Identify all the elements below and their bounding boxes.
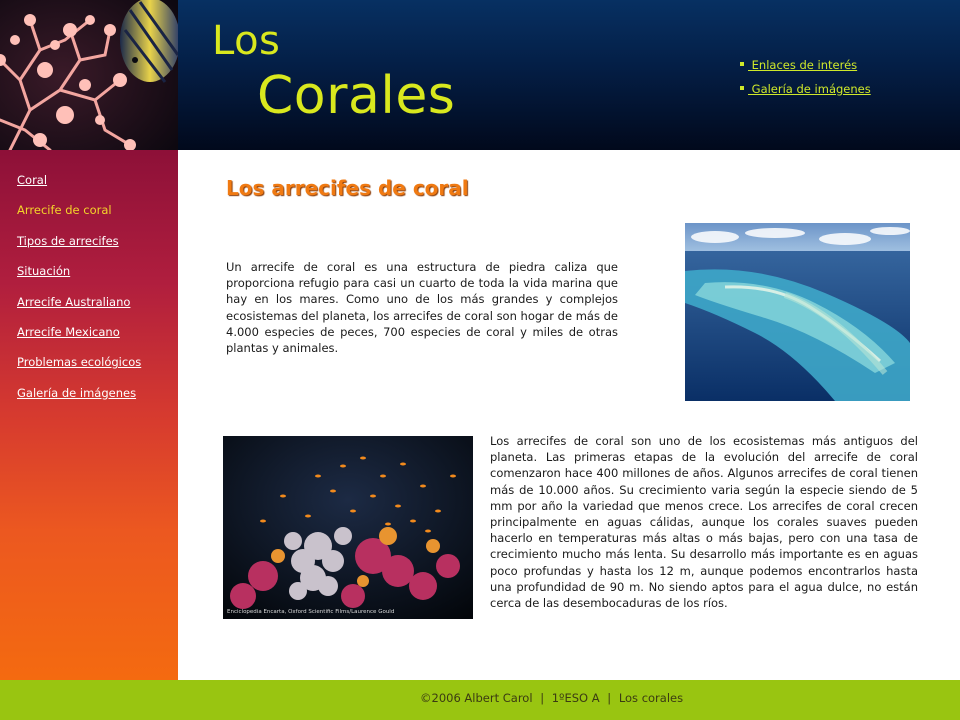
bullet-icon — [740, 62, 744, 66]
footer-copyright: ©2006 Albert Carol — [420, 691, 533, 705]
bullet-icon — [740, 86, 744, 90]
sidebar-item-coral[interactable]: Coral — [17, 173, 48, 187]
sidebar-item-problemas-ecologicos[interactable]: Problemas ecológicos — [17, 355, 142, 370]
site-title-line1: Los — [212, 18, 281, 64]
sidebar — [0, 150, 178, 680]
underwater-reef-photo — [223, 436, 473, 619]
intro-paragraph: Un arrecife de coral es una estructura de piedra caliza que proporciona refugio para casi un cuarto de toda la vida marina que hay en los mares. Como uno de los más grandes y complejos ecosistemas del planeta, los arrecifes de coral son hogar de más de 4.000 especies de peces, 700 especies de coral y miles de otras plantas y animales. — [226, 260, 618, 356]
header-coral-image — [0, 0, 178, 150]
photo-credit: Enciclopedia Encarta, Oxford Scientific Films/Laurence Gould — [227, 609, 395, 615]
sidebar-item-arrecife-de-coral[interactable]: Arrecife de coral — [17, 203, 112, 218]
link-enlaces-de-interes[interactable]: Enlaces de interés — [740, 58, 871, 82]
sidebar-item-situacion[interactable]: Situación — [17, 264, 71, 279]
site-title-line2: Corales — [257, 66, 456, 126]
link-galeria-de-imagenes-header[interactable]: Galería de imágenes — [740, 82, 871, 106]
footer-separator: | — [607, 691, 612, 705]
sidebar-nav — [17, 173, 141, 416]
sidebar-item-arrecife-mexicano[interactable]: Arrecife Mexicano — [17, 324, 120, 339]
page-title: Los arrecifes de coral — [226, 176, 469, 200]
sidebar-item-arrecife-australiano[interactable]: Arrecife Australiano — [17, 294, 131, 309]
footer-separator: | — [540, 691, 545, 705]
header-links — [740, 58, 871, 106]
sidebar-item-tipos-de-arrecifes[interactable]: Tipos de arrecifes — [17, 233, 119, 248]
footer-site: Los corales — [618, 691, 684, 705]
history-paragraph: Los arrecifes de coral son uno de los ecosistemas más antiguos del planeta. Las primeras etapas de la evolución del arrecife de coral comenzaron hace 400 millones de años. Algunos arrecifes de coral tienen más de 10.000 años. Su crecimiento varia según la especie siendo de 5 mm por año la variedad que menos crece. Los arrecifes de coral crecen principalmente en aguas cálidas, aunque los corales suaves pueden hacerlo en temperaturas más altas o más bajas, pero con una tasa de crecimiento mucho más lenta. Su desarrollo más importante es en aguas poco profundas y hasta los 12 m, aunque podemos encontrarlos hasta una profundidad de 90 m. No siendo aptos para el agua dulce, no están cerca de las desembocaduras de los ríos. — [490, 434, 918, 611]
aerial-reef-photo — [685, 223, 910, 401]
sidebar-item-galeria-de-imagenes[interactable]: Galería de imágenes — [17, 385, 137, 400]
footer-text — [420, 691, 683, 705]
footer-class: 1ºESO A — [551, 691, 600, 705]
